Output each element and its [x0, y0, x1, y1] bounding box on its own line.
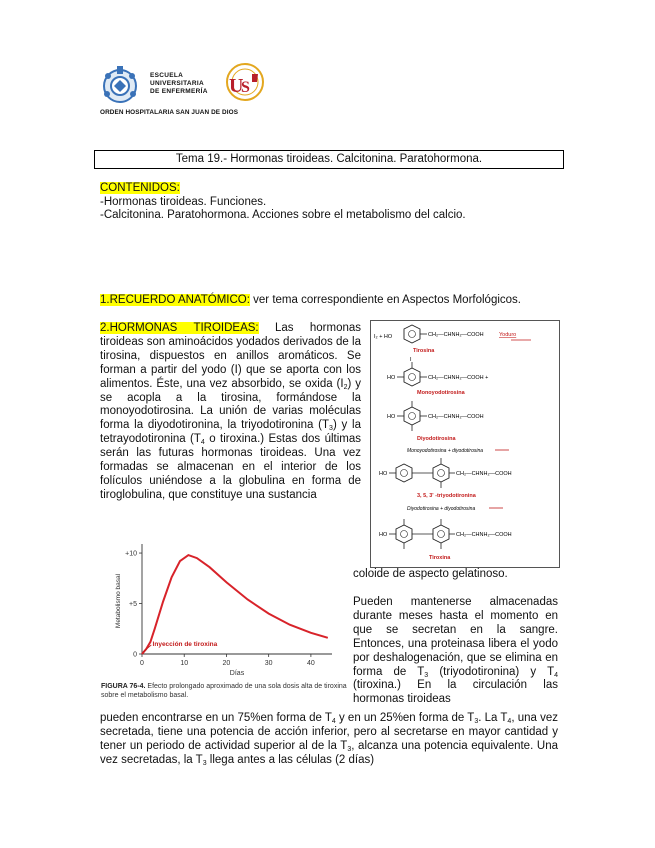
org-name: ORDEN HOSPITALARIA SAN JUAN DE DIOS: [100, 109, 239, 116]
text-run: Las hormonas tiroideas son aminoácidos yodados derivados de la tirosina, dispuestos en anillos aromáticos. Se forman a partir del yodo (I) que se aporta con los alimentos. Éste, una vez absorbido, se oxida (I: [100, 322, 362, 390]
text-run: . La T: [478, 712, 508, 724]
chem-text: CH₂—CHNH₂—COOH: [456, 532, 512, 538]
text-run: ) y se acopla a la tirosina, formándose la monoyodotirosina. La unión de varias moléculas forma la diyodotironina, la triyodotironina (T: [100, 377, 361, 432]
chart-y-tick-label: 0: [133, 651, 137, 659]
text-run: ) y la tetrayodotironina (T: [100, 419, 362, 446]
subscript: 3: [474, 718, 479, 725]
contents-heading: CONTENIDOS:: [100, 182, 180, 194]
text-run: o tiroxina.) Estas dos últimas serán las futuras hormonas tiroideas. Una vez formadas se almacenan en el interior de los folículos uniéndose a la globulina en forma de tiroglobulina, que constituye una sustancia: [100, 433, 362, 501]
subscript: 2: [343, 383, 348, 391]
chem-label-diyodotirosina: Diyodotirosina: [417, 436, 456, 442]
subscript: 3: [424, 671, 429, 679]
chem-text: HO: [387, 414, 396, 420]
chart-ylabel: Metabolismo basal: [115, 573, 122, 629]
chem-label-monoyodotirosina: Monoyodotirosina: [417, 390, 465, 396]
chem-text: Yoduro: [499, 332, 517, 338]
chart-caption-text: Efecto prolongado aproximado de una sola dosis alta de tiroxina sobre el metabolismo basal.: [101, 683, 347, 699]
chem-label-tiroxina: Tiroxina: [429, 555, 451, 561]
school-line-3: DE ENFERMERÍA: [150, 88, 208, 95]
school-name: [150, 72, 208, 96]
chem-note: Diyodotirosina + diyodotirosina: [407, 506, 476, 512]
chem-text: HO: [379, 532, 388, 538]
text-run: pueden encontrarse en un 75%en forma de T: [100, 712, 332, 724]
school-line-1: ESCUELA: [150, 72, 184, 79]
chart-x-tick-label: 40: [306, 660, 315, 667]
chem-text: HO: [379, 471, 388, 477]
chart-x-tick-label: 20: [222, 660, 231, 667]
benzene-ring: [404, 325, 420, 343]
chem-label-tirosina: Tirosina: [413, 348, 435, 354]
section-1-heading: 1.RECUERDO ANATÓMICO:: [100, 294, 250, 306]
chart-caption-label: FIGURA 76-4.: [101, 683, 146, 690]
text-run: Pueden mantenerse almacenadas durante meses hasta el momento en que se secretan en la sangre. Entonces, una proteinasa libera el yodo por deshalogenación, que se elimina en forma de T: [353, 596, 558, 678]
subscript: 3: [329, 425, 333, 433]
benzene-ring-inner: [409, 331, 416, 338]
subscript: 4: [331, 718, 336, 725]
text-run: , una vez secretada, tiene una potencia de acción inferior, pero al secretarse en mayor cantidad y tener un periodo de actividad superior al de la T: [100, 712, 558, 752]
chart-annotation: Inyección de tiroxina: [152, 640, 218, 648]
subscript: 4: [554, 671, 558, 679]
section-2-paragraph-4: [100, 712, 558, 768]
chem-note: Monoyodotirosina + diyodotirosina: [407, 448, 484, 454]
text-run: llega antes a las células (2 días): [206, 753, 375, 766]
text-run: (tiroxina.) En la circulación las hormonas tiroideas: [353, 679, 558, 706]
chart-y-tick-label: +10: [125, 550, 137, 558]
section-2-paragraph-3: [353, 596, 558, 707]
contents-section: [100, 182, 560, 223]
text-run: , alcanza una potencia equivalente. Una vez secretadas, la T: [100, 739, 559, 766]
chem-text: HO: [387, 375, 396, 381]
subscript: 4: [200, 439, 205, 447]
chart-x-tick-label: 0: [140, 660, 144, 667]
text-run: y en un 25%en forma de T: [335, 712, 475, 724]
chart-series-line: [142, 555, 328, 654]
section-1: [100, 294, 560, 306]
chemical-structures-diagram: [371, 321, 559, 567]
chem-text: CH₂—CHNH₂—COOH: [456, 471, 512, 477]
contents-item: -Hormonas tiroideas. Funciones.: [100, 195, 267, 208]
chart-xlabel: Días: [229, 670, 245, 677]
chart-caption: [101, 683, 349, 700]
chem-text: CH₂—CHNH₂—COOH +: [428, 375, 489, 381]
subscript: 4: [507, 718, 512, 725]
contents-item: -Calcitonina. Paratohormona. Acciones sobre el metabolismo del calcio.: [100, 209, 466, 221]
section-2-heading: 2.HORMONAS TIROIDEAS:: [100, 322, 259, 334]
thyroid-synthesis-figure: [370, 320, 560, 568]
chart-x-tick-label: 30: [264, 660, 273, 667]
chem-text: I: [410, 357, 412, 363]
section-2-paragraph-1: [100, 322, 361, 503]
chem-text: CH₂—CHNH₂—COOH: [428, 414, 484, 420]
section-1-text: ver tema correspondiente en Aspectos Morfológicos.: [249, 294, 521, 306]
text-run: (triyodotironina) y T: [428, 665, 555, 678]
svg-text:S: S: [241, 79, 250, 96]
subscript: 3: [202, 759, 207, 767]
chart-y-tick-label: +5: [129, 601, 137, 609]
chart-x-tick-label: 10: [180, 660, 189, 667]
subscript: 3: [347, 745, 352, 753]
svg-text:U: U: [229, 75, 244, 97]
document-title: Tema 19.- Hormonas tiroideas. Calcitonina. Paratohormona.: [94, 150, 564, 169]
section-2-paragraph-2: coloide de aspecto gelatinoso.: [353, 568, 508, 580]
chem-text: CH₂—CHNH₂—COOH: [428, 332, 484, 338]
chem-label-triyodotironina: 3, 5, 3' -triyodotironina: [417, 493, 476, 499]
chem-text: I₂ + HO: [374, 334, 393, 340]
school-line-2: UNIVERSITARIA: [150, 80, 204, 87]
